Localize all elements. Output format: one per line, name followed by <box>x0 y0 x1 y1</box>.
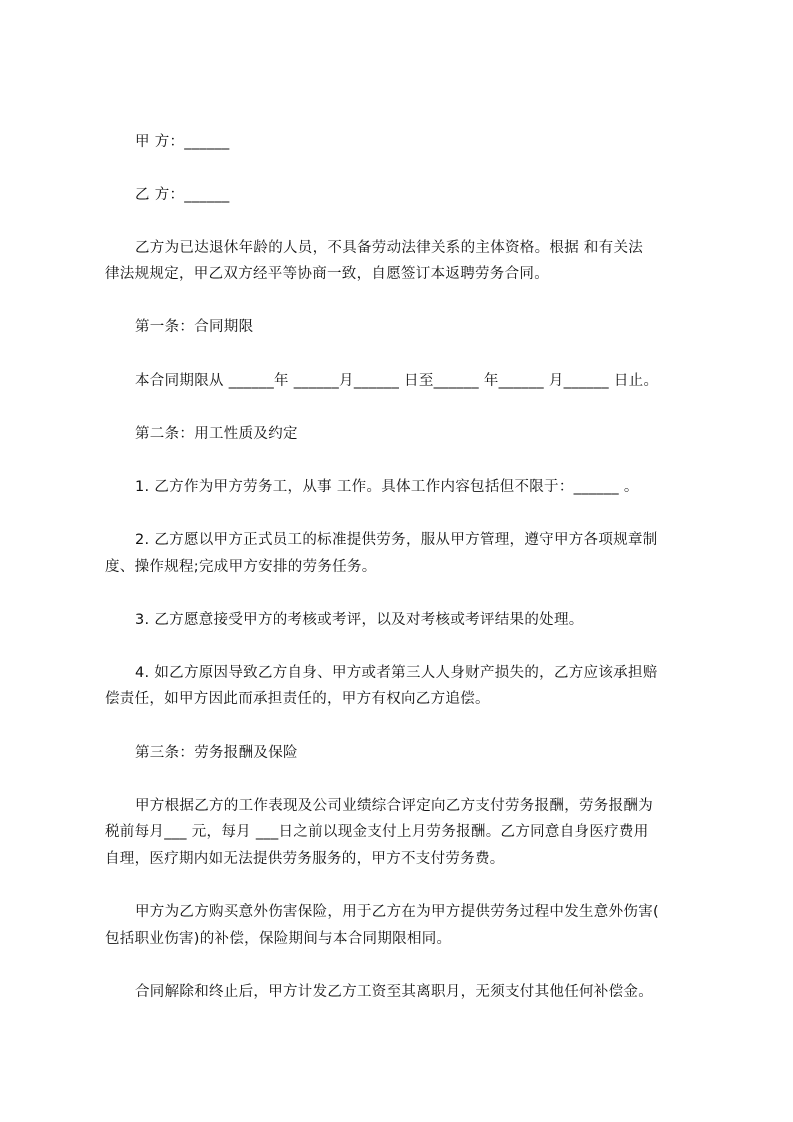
intro-line-1: 乙方为已达退休年龄的人员，不具备劳动法律关系的主体资格。根据 和有关法 <box>135 240 644 256</box>
article3-para2-line2: 包括职业伤害)的补偿，保险期间与本合同期限相同。 <box>105 931 452 947</box>
article3-heading: 第三条：劳务报酬及保险 <box>135 745 298 761</box>
article3-para1-line2: 税前每月___ 元，每月 ___日之前以现金支付上月劳务报酬。乙方同意自身医疗费用 <box>105 824 649 840</box>
article2-item3: 3. 乙方愿意接受甲方的考核或考评，以及对考核或考评结果的处理。 <box>135 612 584 628</box>
article2-item2-line2: 度、操作规程;完成甲方安排的劳务任务。 <box>105 559 377 575</box>
article3-para3: 合同解除和终止后，甲方计发乙方工资至其离职月，无须支付其他任何补偿金。 <box>135 984 653 1000</box>
article1-heading: 第一条：合同期限 <box>135 319 254 335</box>
article2-item1: 1. 乙方作为甲方劳务工，从事 工作。具体工作内容包括但不限于：______ 。 <box>135 479 639 495</box>
article2-item4-line1: 4. 如乙方原因导致乙方自身、甲方或者第三人人身财产损失的，乙方应该承担赔 <box>135 665 658 681</box>
article3-para2-line1: 甲方为乙方购买意外伤害保险，用于乙方在为甲方提供劳务过程中发生意外伤害( <box>135 904 659 920</box>
article3-para1-line1: 甲方根据乙方的工作表现及公司业绩综合评定向乙方支付劳务报酬，劳务报酬为 <box>135 798 653 814</box>
party-a-line: 甲 方：______ <box>135 134 230 150</box>
intro-line-2: 律法规规定，甲乙双方经平等协商一致，自愿签订本返聘劳务合同。 <box>105 266 549 282</box>
article2-item2-line1: 2. 乙方愿以甲方正式员工的标准提供劳务，服从甲方管理，遵守甲方各项规章制 <box>135 532 658 548</box>
article3-para1-line3: 自理，医疗期内如无法提供劳务服务的，甲方不支付劳务费。 <box>105 851 505 867</box>
contract-term-line: 本合同期限从 ______年 ______月______ 日至______ 年______ 月______ 日止。 <box>135 373 659 389</box>
article2-item4-line2: 偿责任，如甲方因此而承担责任的，甲方有权向乙方追偿。 <box>105 691 490 707</box>
article2-heading: 第二条：用工性质及约定 <box>135 426 298 442</box>
party-b-line: 乙 方：______ <box>135 187 230 203</box>
